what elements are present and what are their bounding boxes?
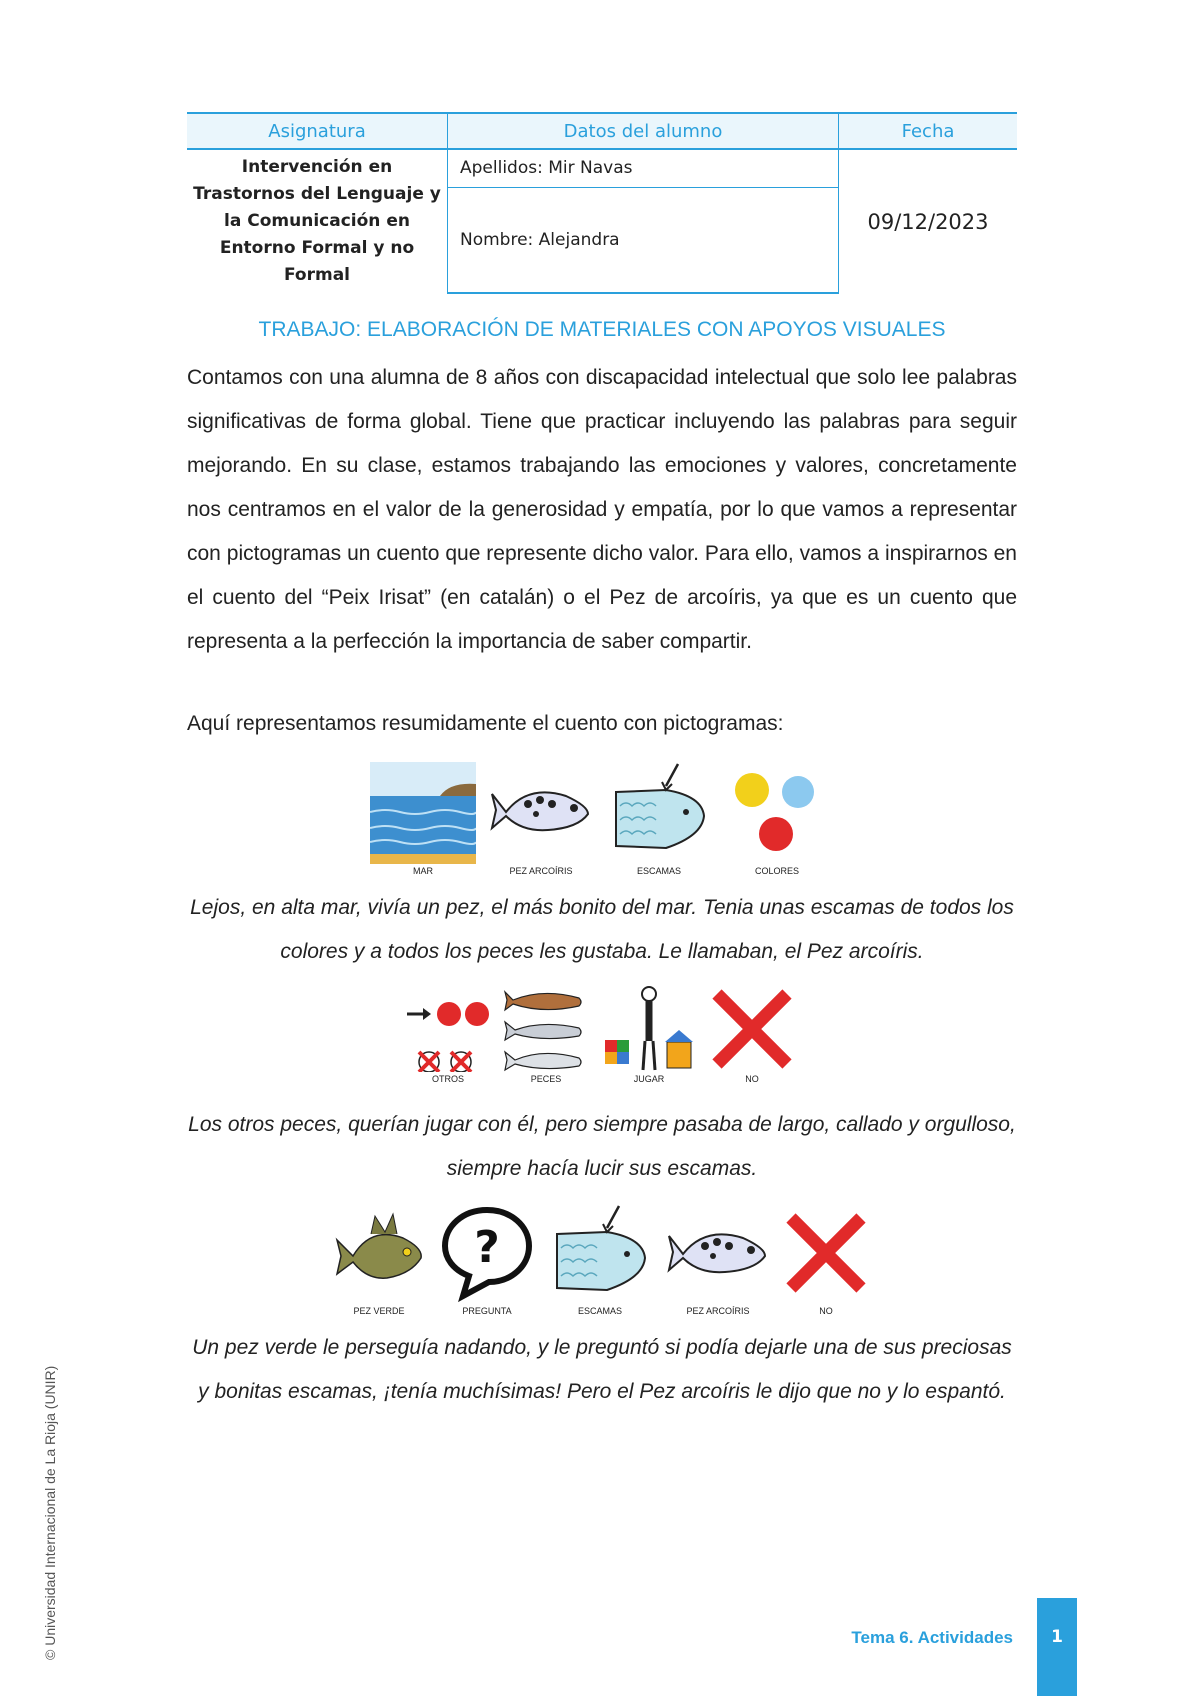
pictogram-rainbow-fish: [488, 762, 594, 876]
caption-question: PREGUNTA: [462, 1306, 512, 1316]
caption-scales: ESCAMAS: [636, 866, 681, 876]
play-icon: [601, 986, 697, 1072]
student-name: Nombre: Alejandra: [448, 187, 839, 293]
fish-icon: [488, 762, 594, 864]
pictogram-scales: [606, 762, 712, 876]
caption-others: OTROS: [431, 1074, 464, 1084]
pictogram-others: [405, 986, 491, 1084]
scales-icon: [606, 762, 712, 864]
color-splash-icon: [724, 762, 830, 864]
header-subject-label: Asignatura: [187, 113, 448, 149]
caption-green-fish: PEZ VERDE: [353, 1306, 405, 1316]
footer-section: Tema 6. Actividades: [851, 1628, 1013, 1647]
green-fish-icon: [331, 1204, 427, 1304]
others-icon: [405, 986, 491, 1072]
question-bubble-icon: [439, 1204, 535, 1304]
pictogram-sea: [370, 762, 476, 876]
pictogram-rainbow-fish-2: [665, 1204, 771, 1316]
caption-colors: COLORES: [754, 866, 799, 876]
story-text-1: Lejos, en alta mar, vivía un pez, el más bonito del mar. Tenia unas escamas de todos los colores y a todos los peces les gustaba. Le llamaban, el Pez arcoíris.: [190, 896, 1014, 963]
page-title: TRABAJO: ELABORACIÓN DE MATERIALES CON APOYOS VISUALES: [258, 318, 946, 341]
caption-no-2: NO: [819, 1306, 833, 1316]
sea-icon: [370, 762, 476, 864]
caption-fishes: PECES: [530, 1074, 562, 1084]
caption-scales-2: ESCAMAS: [577, 1306, 622, 1316]
fishes-icon: [503, 986, 589, 1072]
pictogram-question: [439, 1204, 535, 1316]
pictogram-green-fish: [331, 1204, 427, 1316]
intro-paragraph: Contamos con una alumna de 8 años con discapacidad intelectual que solo lee palabras significativas de forma global. Tiene que practicar incluyendo las palabras para seguir mejorando. En su clase, estamos trabajando las emociones y valores, concretamente nos centramos en el valor de la generosidad y empatía, por lo que vamos a representar con pictogramas un cuento que represente dicho valor. Para ello, vamos a inspirarnos en el cuento del “Peix Irisat” (en catalán) o el Pez de arcoíris, ya que es un cuento que representa a la perfección la importancia de saber compartir.: [187, 366, 1017, 653]
caption-sea: MAR: [413, 866, 433, 876]
caption-rainbow-fish-2: PEZ ARCOÍRIS: [686, 1306, 750, 1316]
pictogram-fishes: [503, 986, 589, 1084]
caption-play: JUGAR: [633, 1074, 665, 1084]
caption-no: NO: [745, 1074, 759, 1084]
pictogram-row-3: [0, 1204, 1200, 1316]
pictogram-colors: [724, 762, 830, 876]
header-table: [187, 112, 1017, 294]
lead-paragraph: Aquí representamos resumidamente el cuento con pictogramas:: [187, 712, 784, 735]
scales-icon: [547, 1204, 653, 1304]
caption-rainbow-fish: PEZ ARCOÍRIS: [509, 866, 573, 876]
submission-date: 09/12/2023: [867, 209, 989, 234]
no-cross-icon: [783, 1204, 869, 1304]
subject-name: Intervención en Trastornos del Lenguaje y la Comunicación en Entorno Formal y no Formal: [187, 149, 448, 293]
header-student-label: Datos del alumno: [448, 113, 839, 149]
story-text-2: Los otros peces, querían jugar con él, pero siempre pasaba de largo, callado y orgulloso, siempre hacía lucir sus escamas.: [188, 1113, 1016, 1180]
no-cross-icon: [709, 986, 795, 1072]
page-number: 1: [1037, 1598, 1077, 1696]
pictogram-scales-2: [547, 1204, 653, 1316]
header-date-label: Fecha: [839, 113, 1018, 149]
pictogram-row-2: [0, 986, 1200, 1084]
fish-icon: [665, 1204, 771, 1304]
student-surname: Apellidos: Mir Navas: [448, 149, 839, 187]
pictogram-row-1: [0, 762, 1200, 876]
pictogram-no: [709, 986, 795, 1084]
svg-text:?: ?: [474, 1222, 500, 1273]
pictogram-no-2: [783, 1204, 869, 1316]
pictogram-play: [601, 986, 697, 1084]
story-text-3: Un pez verde le perseguía nadando, y le preguntó si podía dejarle una de sus preciosas y bonitas escamas, ¡tenía muchísimas! Pero el Pez arcoíris le dijo que no y lo espantó.: [192, 1336, 1012, 1403]
copyright-sidebar: © Universidad Internacional de La Rioja (UNIR): [42, 1365, 58, 1660]
